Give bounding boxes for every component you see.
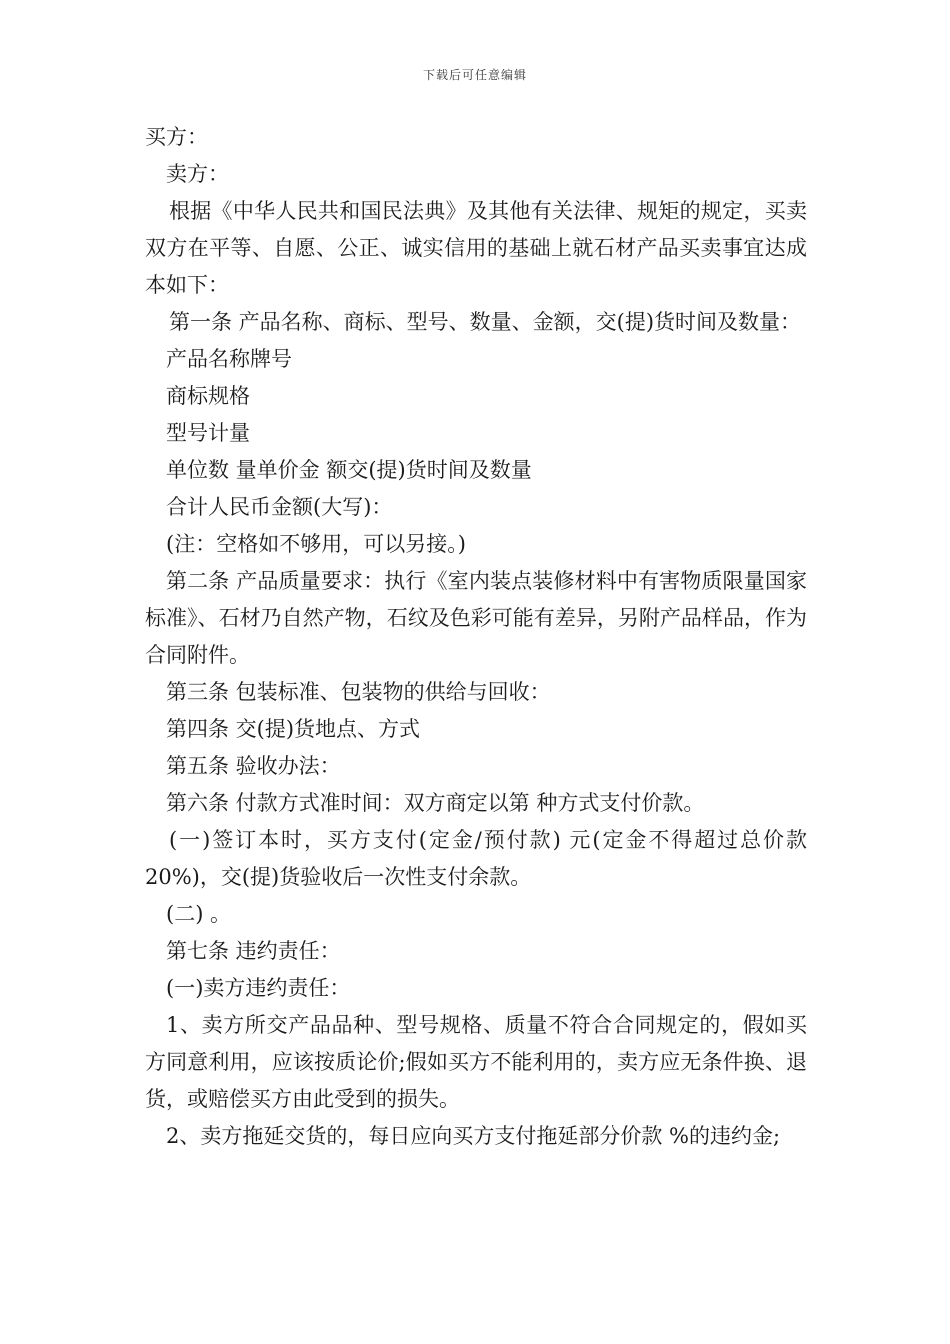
paragraph-item-name: 产品名称牌号 [166, 347, 292, 371]
paragraph-article-4: 第四条 交(提)货地点、方式 [166, 717, 421, 741]
paragraph-article-3: 第三条 包装标准、包装物的供给与回收： [166, 680, 551, 704]
paragraph-article-7: 第七条 违约责任： [166, 939, 341, 963]
paragraph-seller-liability: (一)卖方违约责任： [166, 976, 351, 1000]
paragraph-article-2: 第二条 产品质量要求：执行《室内装点装修材料中有害物质限量国家标准》、石材乃自然产物，石纹及色彩可能有差异，另附产品样品，作为合同附件。 [145, 569, 807, 667]
paragraph-item-total: 合计人民币金额(大写)： [166, 495, 393, 519]
page-header: 下载后可任意编辑 [422, 68, 527, 82]
paragraph-preamble: 根据《中华人民共和国民法典》及其他有关法律、规矩的规定，买卖双方在平等、自愿、公正、诚实信用的基础上就石材产品买卖事宜达成本如下： [145, 199, 807, 297]
paragraph-article-1: 第一条 产品名称、商标、型号、数量、金额，交(提)货时间及数量： [169, 310, 802, 334]
paragraph-article-6: 第六条 付款方式准时间：双方商定以第 种方式支付价款。 [166, 791, 705, 815]
paragraph-note: (注：空格如不够用，可以另接。) [166, 532, 466, 556]
paragraph-liability-1: 1、卖方所交产品品种、型号规格、质量不符合合同规定的，假如买方同意利用，应该按质论价;假如买方不能利用的，卖方应无条件换、退货，或赔偿买方由此受到的损失。 [145, 1013, 807, 1111]
paragraph-payment-1: (一)签订本时，买方支付(定金/预付款) 元(定金不得超过总价款20%)，交(提)货验收后一次性支付余款。 [145, 828, 807, 889]
paragraph-item-trademark: 商标规格 [166, 384, 250, 408]
paragraph-buyer: 买方： [145, 125, 208, 149]
paragraph-item-model: 型号计量 [166, 421, 250, 445]
paragraph-article-5: 第五条 验收办法： [166, 754, 341, 778]
paragraph-liability-2: 2、卖方拖延交货的，每日应向买方支付拖延部分价款 %的违约金; [166, 1124, 781, 1148]
paragraph-item-unit: 单位数 量单价金 额交(提)货时间及数量 [166, 458, 532, 482]
paragraph-payment-2: (二) 。 [166, 902, 232, 926]
document-body [145, 119, 807, 1155]
paragraph-seller: 卖方： [166, 162, 229, 186]
